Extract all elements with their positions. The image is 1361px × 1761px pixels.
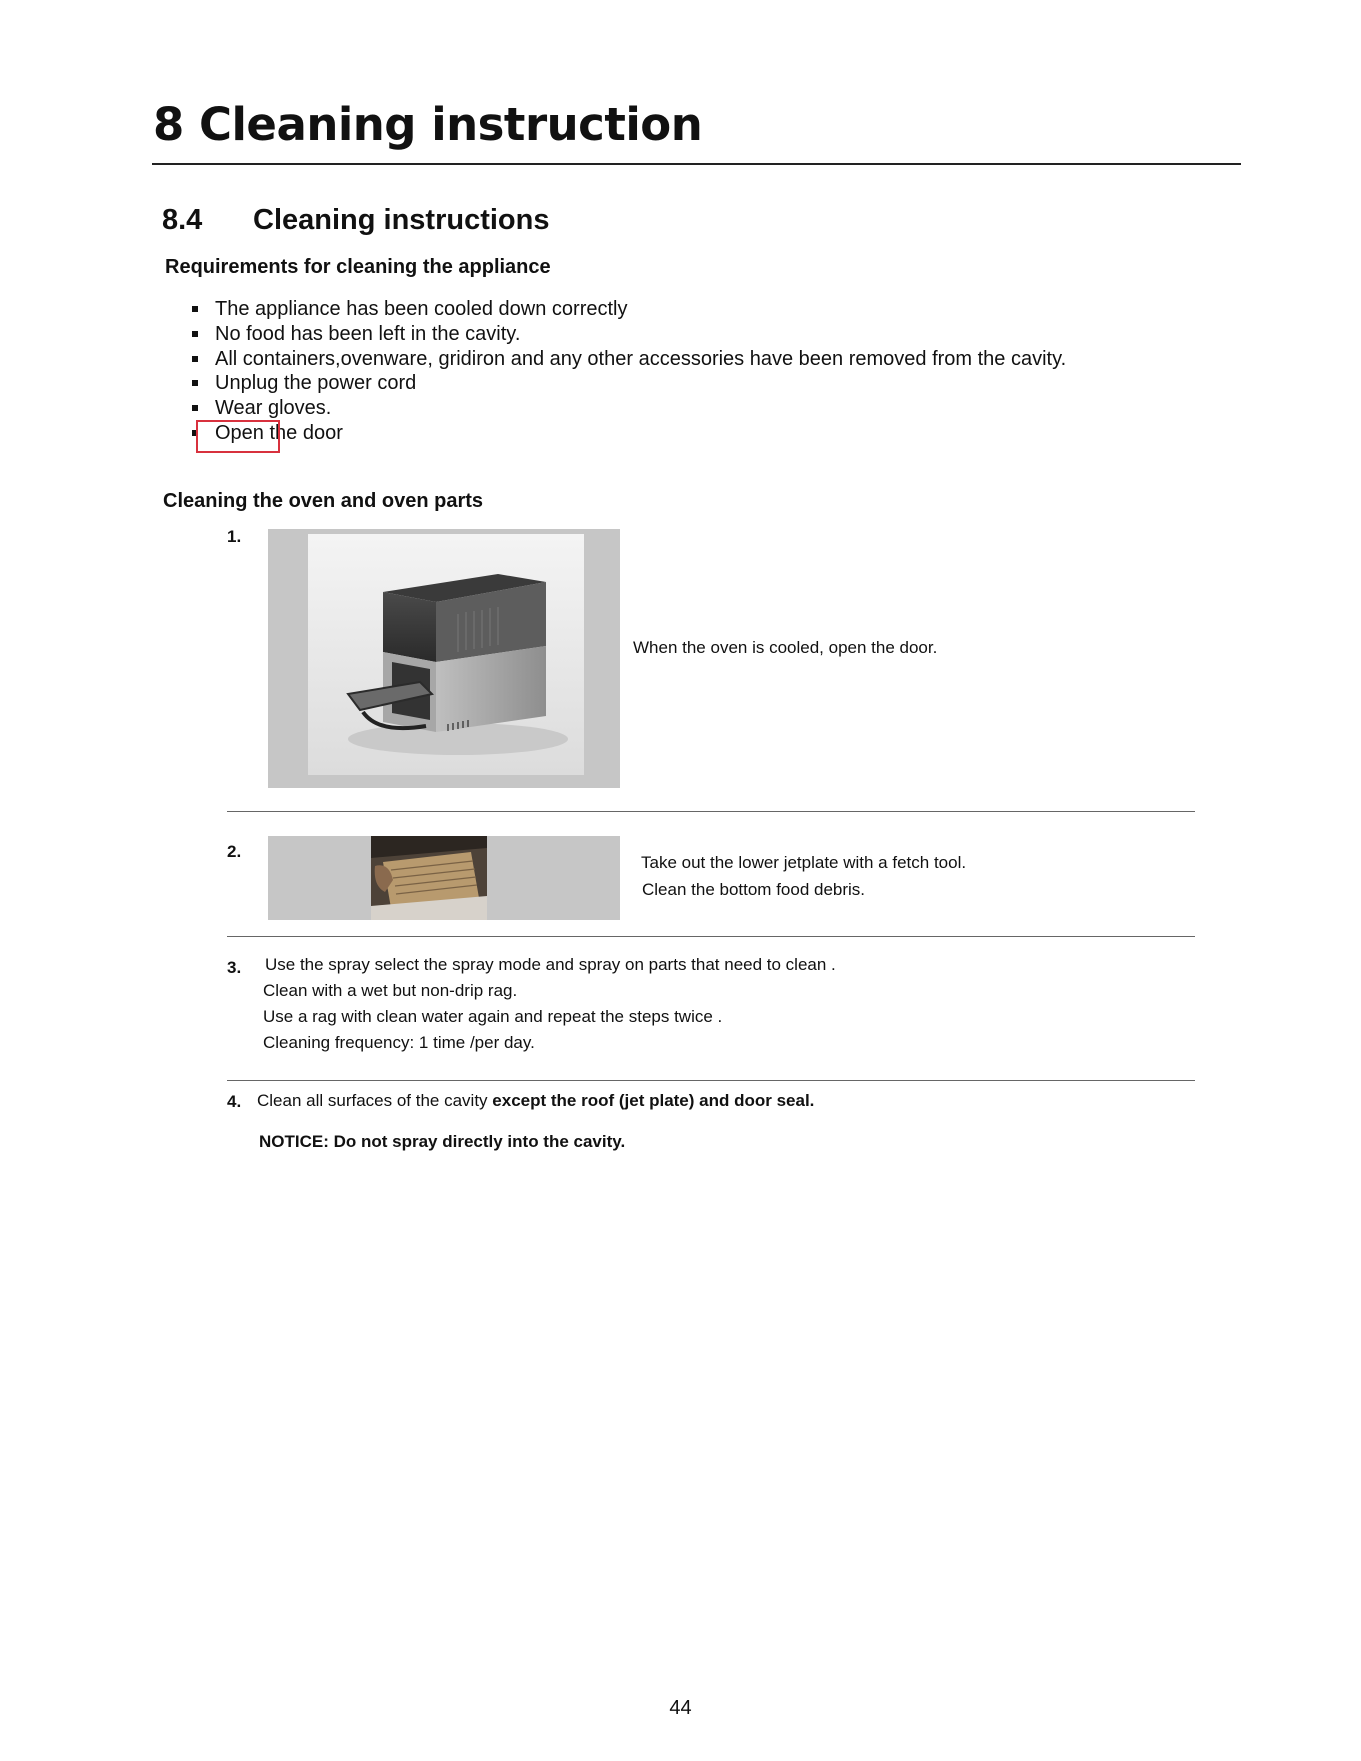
page-number: 44 xyxy=(669,1697,692,1719)
step-2-number: 2. xyxy=(227,842,242,861)
oven-illustration xyxy=(308,534,584,775)
bullet-icon xyxy=(192,331,198,337)
step-4-text xyxy=(257,1091,814,1111)
step-4-number: 4. xyxy=(227,1092,242,1111)
list-item: All containers,ovenware, gridiron and any other accessories have been removed from the cavity. xyxy=(190,347,1066,372)
requirements-heading: Requirements for cleaning the appliance xyxy=(165,256,551,278)
oven-photo xyxy=(308,534,584,775)
list-item: No food has been left in the cavity. xyxy=(190,322,1066,347)
step-3-line-3: Use a rag with clean water again and repeat the steps twice . xyxy=(263,1007,723,1026)
notice-text: NOTICE: Do not spray directly into the cavity. xyxy=(259,1132,626,1151)
step-divider xyxy=(227,936,1195,937)
bullet-icon xyxy=(192,380,198,386)
chapter-title: 8 Cleaning instruction xyxy=(153,98,703,151)
step-3-line-2: Clean with a wet but non-drip rag. xyxy=(263,981,518,1000)
step-4-text-normal: Clean all surfaces of the cavity xyxy=(257,1091,493,1110)
step-divider xyxy=(227,811,1195,812)
step-2-line-2: Clean the bottom food debris. xyxy=(642,880,866,899)
bullet-icon xyxy=(192,356,198,362)
requirements-list xyxy=(190,297,1066,446)
step-3-number: 3. xyxy=(227,958,242,977)
step-2-line-1: Take out the lower jetplate with a fetch tool. xyxy=(641,853,967,872)
chapter-divider xyxy=(152,163,1241,165)
step-1-panel xyxy=(268,529,620,788)
cleaning-heading: Cleaning the oven and oven parts xyxy=(163,490,484,512)
jetplate-illustration xyxy=(371,836,487,920)
list-item: Unplug the power cord xyxy=(190,371,1066,396)
step-3-line-4: Cleaning frequency: 1 time /per day. xyxy=(263,1033,535,1052)
step-3-line-1: Use the spray select the spray mode and spray on parts that need to clean . xyxy=(265,955,836,974)
step-2-panel xyxy=(268,836,620,920)
step-1-text: When the oven is cooled, open the door. xyxy=(633,638,938,657)
section-title: Cleaning instructions xyxy=(253,204,550,236)
step-1-number: 1. xyxy=(227,527,242,546)
list-item: Open the door xyxy=(190,421,1066,446)
section-number: 8.4 xyxy=(162,204,203,236)
bullet-icon xyxy=(192,306,198,312)
highlight-box xyxy=(196,420,280,453)
bullet-icon xyxy=(192,405,198,411)
step-4-text-bold: except the roof (jet plate) and door seal. xyxy=(492,1091,815,1110)
list-item: The appliance has been cooled down correctly xyxy=(190,297,1066,322)
step-divider xyxy=(227,1080,1195,1081)
list-item: Wear gloves. xyxy=(190,396,1066,421)
jetplate-photo xyxy=(371,836,487,920)
